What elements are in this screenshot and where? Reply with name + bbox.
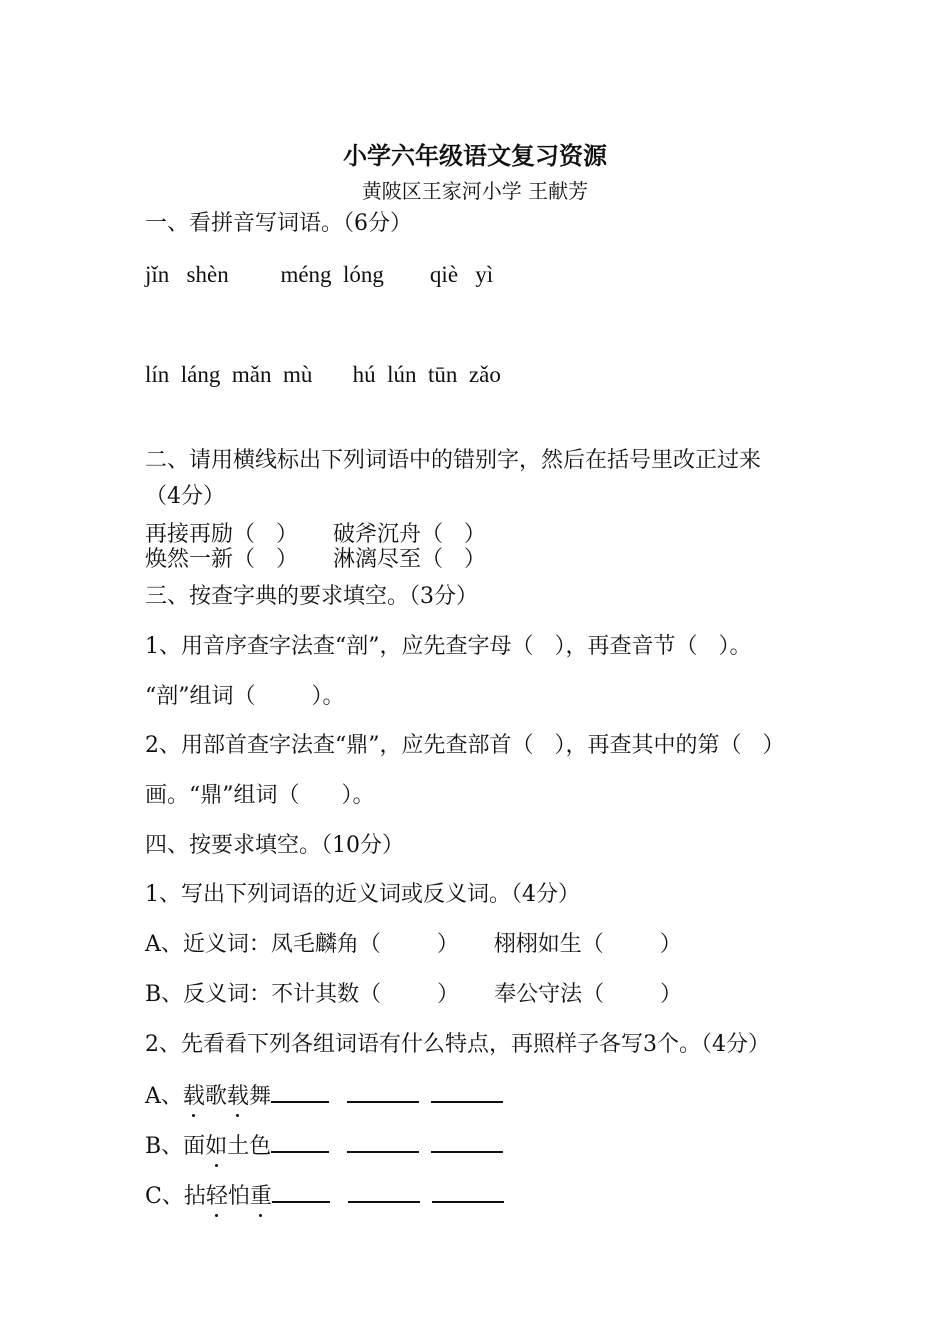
row-b-char-2: 如: [205, 1134, 228, 1159]
synonym-antonym-question: 1、写出下列词语的近义词或反义词。（4分）: [145, 882, 580, 907]
antonym-row: B、反义词：不计其数（ ） 奉公守法（ ）: [145, 982, 683, 1007]
pinyin-row-1: jǐn shèn méng lóng qiè yì: [145, 262, 494, 287]
dictionary-q2-line-2: 画。“鼎”组词（ ）。: [145, 783, 375, 808]
author-line: 黄陂区王家河小学 王献芳: [361, 179, 589, 203]
row-c-blank-3[interactable]: [432, 1183, 504, 1203]
typo-row-1: 再接再励（ ） 破斧沉舟（ ）: [145, 522, 486, 547]
row-b-prefix: B、: [145, 1134, 184, 1159]
row-a-prefix: A、: [145, 1084, 183, 1109]
row-c-char-4: 重: [249, 1184, 272, 1209]
row-a-char-3: 载: [226, 1084, 249, 1109]
row-a-blank-1[interactable]: [271, 1083, 329, 1103]
section-2-heading: 二、请用横线标出下列词语中的错别字，然后在括号里改正过来: [145, 448, 762, 473]
row-c-blank-1[interactable]: [272, 1183, 330, 1203]
synonym-row: A、近义词：凤毛麟角（ ） 栩栩如生（ ）: [145, 932, 682, 957]
pattern-row-a: [145, 1083, 503, 1108]
dictionary-q1-line-2: “剖”组词（ ）。: [145, 684, 345, 709]
row-a-blank-3[interactable]: [431, 1083, 503, 1103]
row-c-char-2: 轻: [205, 1184, 228, 1209]
row-b-char-3: 土: [227, 1134, 250, 1159]
typo-row-2: 焕然一新（ ） 淋漓尽至（ ）: [145, 547, 486, 572]
row-b-blank-1[interactable]: [271, 1133, 329, 1153]
pattern-row-c: [145, 1183, 504, 1208]
section-3-heading: 三、按查字典的要求填空。（3分）: [145, 584, 478, 609]
section-1-heading: 一、看拼音写词语。（6分）: [145, 211, 412, 236]
pattern-row-b: [145, 1133, 503, 1158]
row-b-char-4: 色: [249, 1134, 272, 1159]
page-title: 小学六年级语文复习资源: [343, 141, 607, 170]
pattern-question: 2、先看看下列各组词语有什么特点，再照样子各写3个。（4分）: [145, 1032, 770, 1057]
row-b-blank-3[interactable]: [431, 1133, 503, 1153]
row-a-char-1: 载: [182, 1084, 205, 1109]
row-b-blank-2[interactable]: [347, 1133, 419, 1153]
section-2-score: （4分）: [145, 484, 225, 509]
dictionary-q1-line-1: 1、用音序查字法查“剖”，应先查字母（ ），再查音节（ ）。: [145, 634, 752, 659]
row-c-prefix: C、: [145, 1184, 184, 1209]
row-c-blank-2[interactable]: [348, 1183, 420, 1203]
pinyin-row-2: lín láng mǎn mù hú lún tūn zǎo: [145, 362, 501, 387]
row-b-char-1: 面: [183, 1134, 206, 1159]
dictionary-q2-line-1: 2、用部首查字法查“鼎”，应先查部首（ ），再查其中的第（ ）: [145, 733, 785, 758]
row-a-char-2: 歌: [204, 1084, 227, 1109]
row-a-char-4: 舞: [248, 1084, 271, 1109]
section-4-heading: 四、按要求填空。（10分）: [145, 833, 404, 858]
row-c-char-1: 拈: [183, 1184, 206, 1209]
row-a-blank-2[interactable]: [347, 1083, 419, 1103]
row-c-char-3: 怕: [227, 1184, 250, 1209]
